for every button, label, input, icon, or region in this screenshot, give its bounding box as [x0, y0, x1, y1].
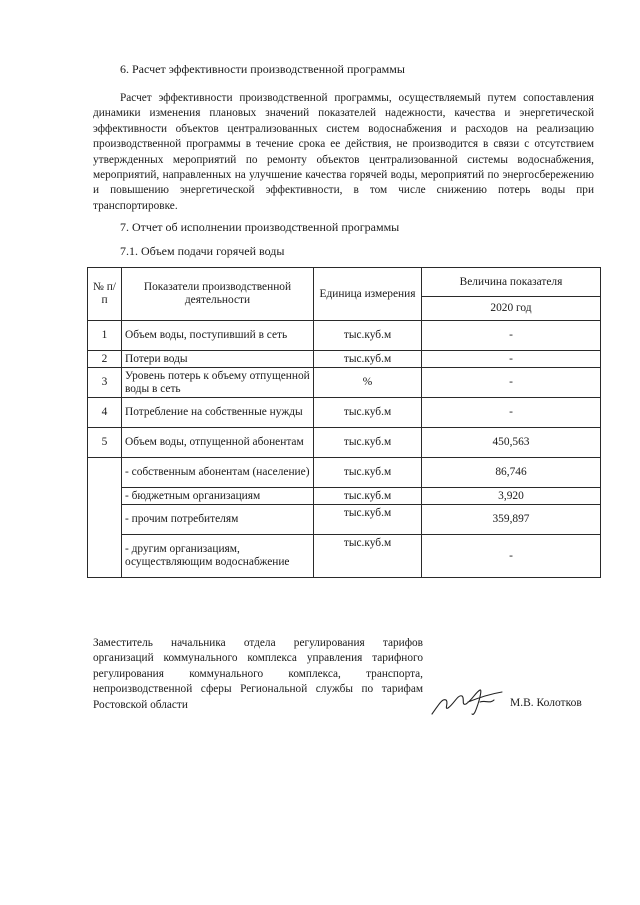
- row-value: 3,920: [422, 488, 601, 505]
- row-value: -: [422, 535, 601, 578]
- row-indicator: - собственным абонентам (население): [122, 458, 314, 488]
- row-num: 4: [88, 398, 122, 428]
- row-value: -: [422, 368, 601, 398]
- row-indicator: Объем воды, отпущенной абонентам: [122, 428, 314, 458]
- table-row: [88, 351, 601, 368]
- row-unit: тыс.куб.м: [314, 505, 422, 535]
- row-value: 359,897: [422, 505, 601, 535]
- header-value: Величина показателя: [422, 268, 601, 297]
- table-row: [88, 321, 601, 351]
- section-7-title: 7. Отчет об исполнении производственной программы: [120, 220, 400, 234]
- handwritten-signature: [428, 680, 508, 720]
- row-unit: %: [314, 368, 422, 398]
- row-indicator: Объем воды, поступивший в сеть: [122, 321, 314, 351]
- row-indicator: Потребление на собственные нужды: [122, 398, 314, 428]
- signatory-name: М.В. Колотков: [510, 697, 582, 709]
- table-row: [88, 535, 601, 578]
- row-unit: тыс.куб.м: [314, 488, 422, 505]
- header-indicator: Показатели производственной деятельности: [122, 268, 314, 321]
- row-unit: тыс.куб.м: [314, 535, 422, 578]
- row-unit: тыс.куб.м: [314, 398, 422, 428]
- row-value: -: [422, 321, 601, 351]
- row-unit: тыс.куб.м: [314, 458, 422, 488]
- table-row: [88, 368, 601, 398]
- section-6-body: Расчет эффективности производственной программы, осуществляемый путем сопоставления динамики изменения плановых значений показателей надежности, качества и энергетической эффективности объектов централизованных систем водоснабжения и расходов на реализацию производственной программы в течение срока ее действия, не производится в связи с отсутствием утвержденных мероприятий по ремонту объектов централизованной системы водоснабжения, мероприятий, направленных на улучшение качества горячей воды, мероприятий по энергосбережению и повышению энергетической эффективности, в том числе снижению потерь воды при транспортировке.: [93, 92, 594, 212]
- signatory-position: Заместитель начальника отдела регулирования тарифов организаций коммунального комплекса управления тарифного регулирования коммунального комплекса, транспорта, непроизводственной сферы Региональной службы по тарифам Ростовской области: [93, 637, 423, 711]
- row-num: 5: [88, 428, 122, 458]
- row-indicator: Уровень потерь к объему отпущенной воды в сеть: [122, 368, 314, 398]
- table-row: [88, 505, 601, 535]
- row-indicator: - прочим потребителям: [122, 505, 314, 535]
- row-num: 1: [88, 321, 122, 351]
- row-num: 3: [88, 368, 122, 398]
- row-unit: тыс.куб.м: [314, 321, 422, 351]
- row-indicator: - бюджетным организациям: [122, 488, 314, 505]
- row-num: [88, 458, 122, 578]
- row-indicator: Потери воды: [122, 351, 314, 368]
- row-num: 2: [88, 351, 122, 368]
- table-row: [88, 398, 601, 428]
- section-7-1-title: 7.1. Объем подачи горячей воды: [120, 244, 285, 258]
- row-indicator: - другим организациям, осуществляющим водоснабжение: [122, 535, 314, 578]
- row-unit: тыс.куб.м: [314, 351, 422, 368]
- row-value: -: [422, 351, 601, 368]
- row-value: 450,563: [422, 428, 601, 458]
- header-year: 2020 год: [422, 297, 601, 321]
- table-row: [88, 488, 601, 505]
- row-value: 86,746: [422, 458, 601, 488]
- table-row: [88, 458, 601, 488]
- hot-water-table: [87, 267, 601, 578]
- table-row: [88, 428, 601, 458]
- header-unit: Единица измерения: [314, 268, 422, 321]
- row-value: -: [422, 398, 601, 428]
- header-num: № п/п: [88, 268, 122, 321]
- section-6-title: 6. Расчет эффективности производственной программы: [120, 62, 405, 76]
- row-unit: тыс.куб.м: [314, 428, 422, 458]
